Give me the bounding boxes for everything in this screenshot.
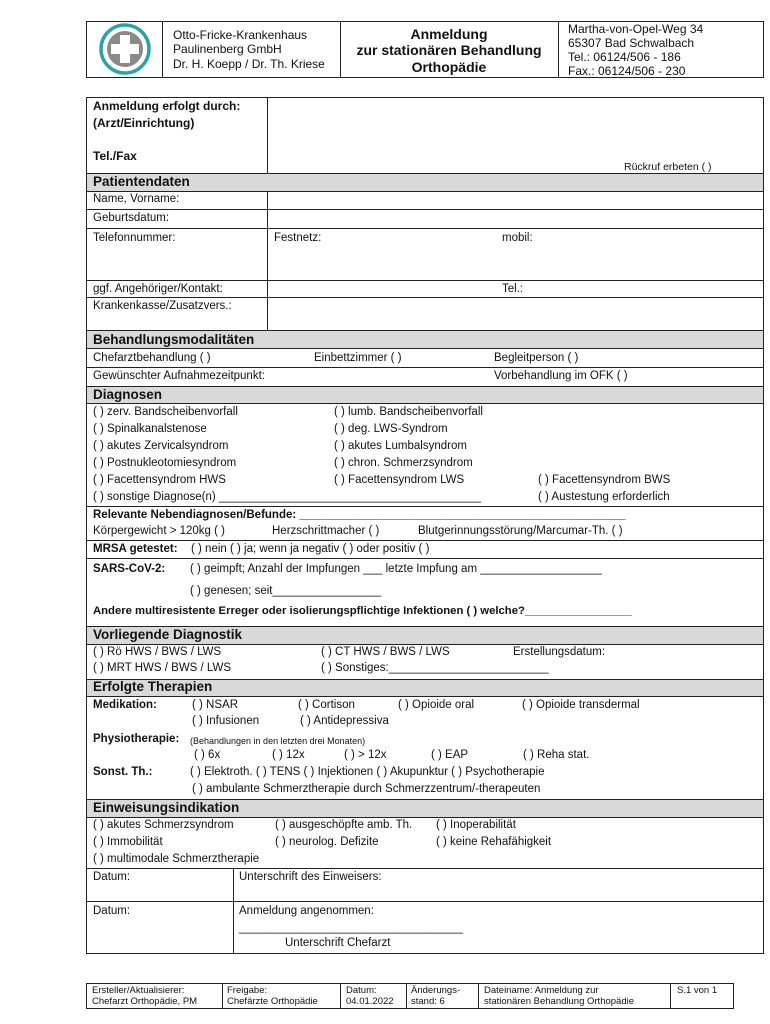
dob-label: Geburtsdatum: xyxy=(93,212,170,224)
page-title-line3: Orthopädie xyxy=(411,59,487,75)
referral-sublabel: (Arzt/Einrichtung) xyxy=(93,116,195,130)
page-title: Anmeldung xyxy=(410,26,488,42)
diagnosis-option[interactable]: ( ) lumb. Bandscheibenvorfall xyxy=(334,406,483,418)
divider xyxy=(86,540,764,541)
indication-option[interactable]: ( ) keine Rehafähigkeit xyxy=(436,836,552,848)
divider xyxy=(86,901,764,902)
companion-checkbox[interactable]: Begleitperson ( ) xyxy=(494,352,579,364)
weight-checkbox[interactable]: Körpergewicht > 120kg ( ) xyxy=(93,525,225,537)
footer-revision: stand: 6 xyxy=(411,996,445,1007)
diagnosis-option[interactable]: ( ) chron. Schmerzsyndrom xyxy=(334,457,473,469)
sars-label: SARS-CoV-2: xyxy=(93,563,166,575)
medication-option[interactable]: ( ) Opioide oral xyxy=(398,699,475,711)
indication-option[interactable]: ( ) Immobilität xyxy=(93,836,163,848)
treatment-heading: Behandlungsmodalitäten xyxy=(93,332,255,347)
physio-option[interactable]: ( ) 6x xyxy=(194,749,221,761)
indication-option[interactable]: ( ) akutes Schmerzsyndrom xyxy=(93,819,234,831)
divider xyxy=(86,209,764,210)
divider xyxy=(86,506,764,507)
header-divider xyxy=(162,21,163,78)
diagnosis-option[interactable]: ( ) Facettensyndrom BWS xyxy=(538,474,671,486)
divider xyxy=(86,191,764,192)
diagnosis-option[interactable]: ( ) akutes Lumbalsyndrom xyxy=(334,440,467,452)
footer-filename: stationären Behandlung Orthopädie xyxy=(484,996,635,1007)
date-label: Datum: xyxy=(93,905,131,917)
referral-tel-label: Tel./Fax xyxy=(93,149,137,163)
diagnosis-option[interactable]: ( ) Postnukleotomiesyndrom xyxy=(93,457,237,469)
divider xyxy=(670,983,671,1009)
hospital-company: Paulinenberg GmbH xyxy=(173,42,282,56)
divider xyxy=(86,330,764,331)
footer-release-label: Freigabe: xyxy=(227,985,268,996)
diagnosis-option[interactable]: ( ) Facettensyndrom LWS xyxy=(334,474,465,486)
diagnosis-option[interactable]: ( ) deg. LWS-Syndrom xyxy=(334,423,448,435)
medication-option[interactable]: ( ) Cortison xyxy=(298,699,355,711)
indication-option[interactable]: ( ) ausgeschöpfte amb. Th. xyxy=(275,819,413,831)
diagnoses-heading: Diagnosen xyxy=(93,387,163,402)
diagnosis-option[interactable]: ( ) akutes Zervicalsyndrom xyxy=(93,440,229,452)
divider xyxy=(86,386,764,387)
address-street: Martha-von-Opel-Weg 34 xyxy=(568,22,704,36)
physio-option[interactable]: ( ) > 12x xyxy=(344,749,387,761)
hospital-doctors: Dr. H. Koepp / Dr. Th. Kriese xyxy=(173,57,325,71)
footer-revision-label: Änderungs- xyxy=(411,985,461,996)
medication-option[interactable]: ( ) Opioide transdermal xyxy=(522,699,640,711)
footer-date-label: Datum: xyxy=(346,985,377,996)
coagulation-checkbox[interactable]: Blutgerinnungsstörung/Marcumar-Th. ( ) xyxy=(418,525,623,537)
address-fax: Fax.: 06124/506 - 230 xyxy=(568,64,686,78)
chief-checkbox[interactable]: Chefarztbehandlung ( ) xyxy=(93,352,211,364)
address-phone: Tel.: 06124/506 - 186 xyxy=(568,50,681,64)
diagnosis-option[interactable]: ( ) Austestung erforderlich xyxy=(538,491,670,503)
divider xyxy=(86,558,764,559)
physio-note: (Behandlungen in den letzten drei Monaten) xyxy=(190,736,366,746)
secondary-diagnoses-label: Relevante Nebendiagnosen/Befunde: ___________________________________________________ xyxy=(93,509,626,521)
medication-option[interactable]: ( ) NSAR xyxy=(192,699,238,711)
address-city: 65307 Bad Schwalbach xyxy=(568,36,695,50)
contact-tel-label: Tel.: xyxy=(502,283,524,295)
footer-page: S.1 von 1 xyxy=(677,985,718,996)
sars-recovered[interactable]: ( ) genesen; seit_________________ xyxy=(190,585,382,597)
signature-line: ___________________________________ xyxy=(239,922,463,934)
resistant-pathogens[interactable]: Andere multiresistente Erreger oder isolierungspflichtige Infektionen ( ) welche?_________________ xyxy=(93,605,632,617)
hospital-logo-icon xyxy=(96,23,154,75)
insurance-label: Krankenkasse/Zusatzvers.: xyxy=(93,300,232,312)
divider xyxy=(86,644,764,645)
name-label: Name, Vorname: xyxy=(93,193,180,205)
physio-option[interactable]: ( ) 12x xyxy=(272,749,305,761)
referral-label: Anmeldung erfolgt durch: xyxy=(93,99,241,113)
divider xyxy=(86,297,764,298)
footer-release: Chefärzte Orthopädie xyxy=(227,996,318,1007)
patient-heading: Patientendaten xyxy=(93,174,190,189)
outpatient-pain-therapy[interactable]: ( ) ambulante Schmerztherapie durch Schmerzzentrum/-therapeuten xyxy=(192,783,541,795)
single-room-checkbox[interactable]: Einbettzimmer ( ) xyxy=(314,352,402,364)
date-label: Datum: xyxy=(93,871,131,883)
admission-label: Gewünschter Aufnahmezeitpunkt: xyxy=(93,370,265,382)
section-shade xyxy=(87,386,763,403)
diagnostics-option[interactable]: ( ) Sonstiges:_________________________ xyxy=(321,662,549,674)
divider xyxy=(86,403,764,404)
physio-label: Physiotherapie: xyxy=(93,733,180,745)
therapies-heading: Erfolgte Therapien xyxy=(93,679,213,694)
diagnosis-option[interactable]: ( ) zerv. Bandscheibenvorfall xyxy=(93,406,238,418)
page-title-line2: zur stationären Behandlung xyxy=(356,42,542,58)
medication-option[interactable]: ( ) Infusionen xyxy=(192,715,260,727)
diagnosis-option[interactable]: ( ) Facettensyndrom HWS xyxy=(93,474,226,486)
divider xyxy=(340,983,341,1009)
sars-vaccinated[interactable]: ( ) geimpft; Anzahl der Impfungen ___ letzte Impfung am ___________________ xyxy=(190,563,602,575)
footer-author: Chefarzt Orthopädie, PM xyxy=(92,996,198,1007)
diagnostics-option[interactable]: ( ) Rö HWS / BWS / LWS xyxy=(93,646,222,658)
other-therapy-options[interactable]: ( ) Elektroth. ( ) TENS ( ) Injektionen ( ) Akupunktur ( ) Psychotherapie xyxy=(190,766,545,778)
indication-option[interactable]: ( ) neurolog. Defizite xyxy=(275,836,379,848)
divider xyxy=(222,983,223,1009)
medication-option[interactable]: ( ) Antidepressiva xyxy=(300,715,389,727)
phone-label: Telefonnummer: xyxy=(93,232,176,244)
physio-option[interactable]: ( ) EAP xyxy=(431,749,469,761)
divider xyxy=(86,280,764,281)
mobile-label: mobil: xyxy=(502,232,533,244)
physio-option[interactable]: ( ) Reha stat. xyxy=(523,749,590,761)
divider xyxy=(406,983,407,1009)
divider xyxy=(86,868,764,869)
divider xyxy=(267,97,268,173)
footer-date: 04.01.2022 xyxy=(346,996,394,1007)
referrer-signature-label: Unterschrift des Einweisers: xyxy=(239,871,382,883)
diagnosis-option[interactable]: ( ) Spinalkanalstenose xyxy=(93,423,207,435)
accepted-label: Anmeldung angenommen: xyxy=(239,905,374,917)
divider xyxy=(86,348,764,349)
footer-author-label: Ersteller/Aktualisierer: xyxy=(92,985,185,996)
indication-option[interactable]: ( ) multimodale Schmerztherapie xyxy=(93,853,260,865)
footer-filename-label: Dateiname: Anmeldung zur xyxy=(484,985,599,996)
landline-label: Festnetz: xyxy=(274,232,322,244)
header-divider xyxy=(558,21,559,78)
diagnosis-option[interactable]: ( ) sonstige Diagnose(n) _________________________________________ xyxy=(93,491,482,503)
other-therapy-label: Sonst. Th.: xyxy=(93,766,153,778)
pretreatment-checkbox[interactable]: Vorbehandlung im OFK ( ) xyxy=(494,370,628,382)
callback-checkbox[interactable]: Rückruf erbeten ( ) xyxy=(624,161,712,173)
divider xyxy=(267,191,268,330)
hospital-name: Otto-Fricke-Krankenhaus xyxy=(173,28,308,42)
indication-option[interactable]: ( ) Inoperabilität xyxy=(436,819,516,831)
pacemaker-checkbox[interactable]: Herzschrittmacher ( ) xyxy=(272,525,380,537)
creation-date-label: Erstellungsdatum: xyxy=(513,646,606,658)
medication-label: Medikation: xyxy=(93,699,157,711)
mrsa-label: MRSA getestet: xyxy=(93,543,178,555)
diagnostics-option[interactable]: ( ) MRT HWS / BWS / LWS xyxy=(93,662,231,674)
divider xyxy=(86,817,764,818)
divider xyxy=(86,367,764,368)
divider xyxy=(478,983,479,1009)
contact-label: ggf. Angehöriger/Kontakt: xyxy=(93,283,223,295)
diagnostics-heading: Vorliegende Diagnostik xyxy=(93,627,243,642)
divider xyxy=(233,868,234,954)
diagnostics-option[interactable]: ( ) CT HWS / BWS / LWS xyxy=(321,646,450,658)
indication-heading: Einweisungsindikation xyxy=(93,800,240,815)
divider xyxy=(86,696,764,697)
divider xyxy=(86,228,764,229)
chief-signature-label: Unterschrift Chefarzt xyxy=(285,937,391,949)
mrsa-options[interactable]: ( ) nein ( ) ja; wenn ja negativ ( ) oder positiv ( ) xyxy=(191,543,430,555)
